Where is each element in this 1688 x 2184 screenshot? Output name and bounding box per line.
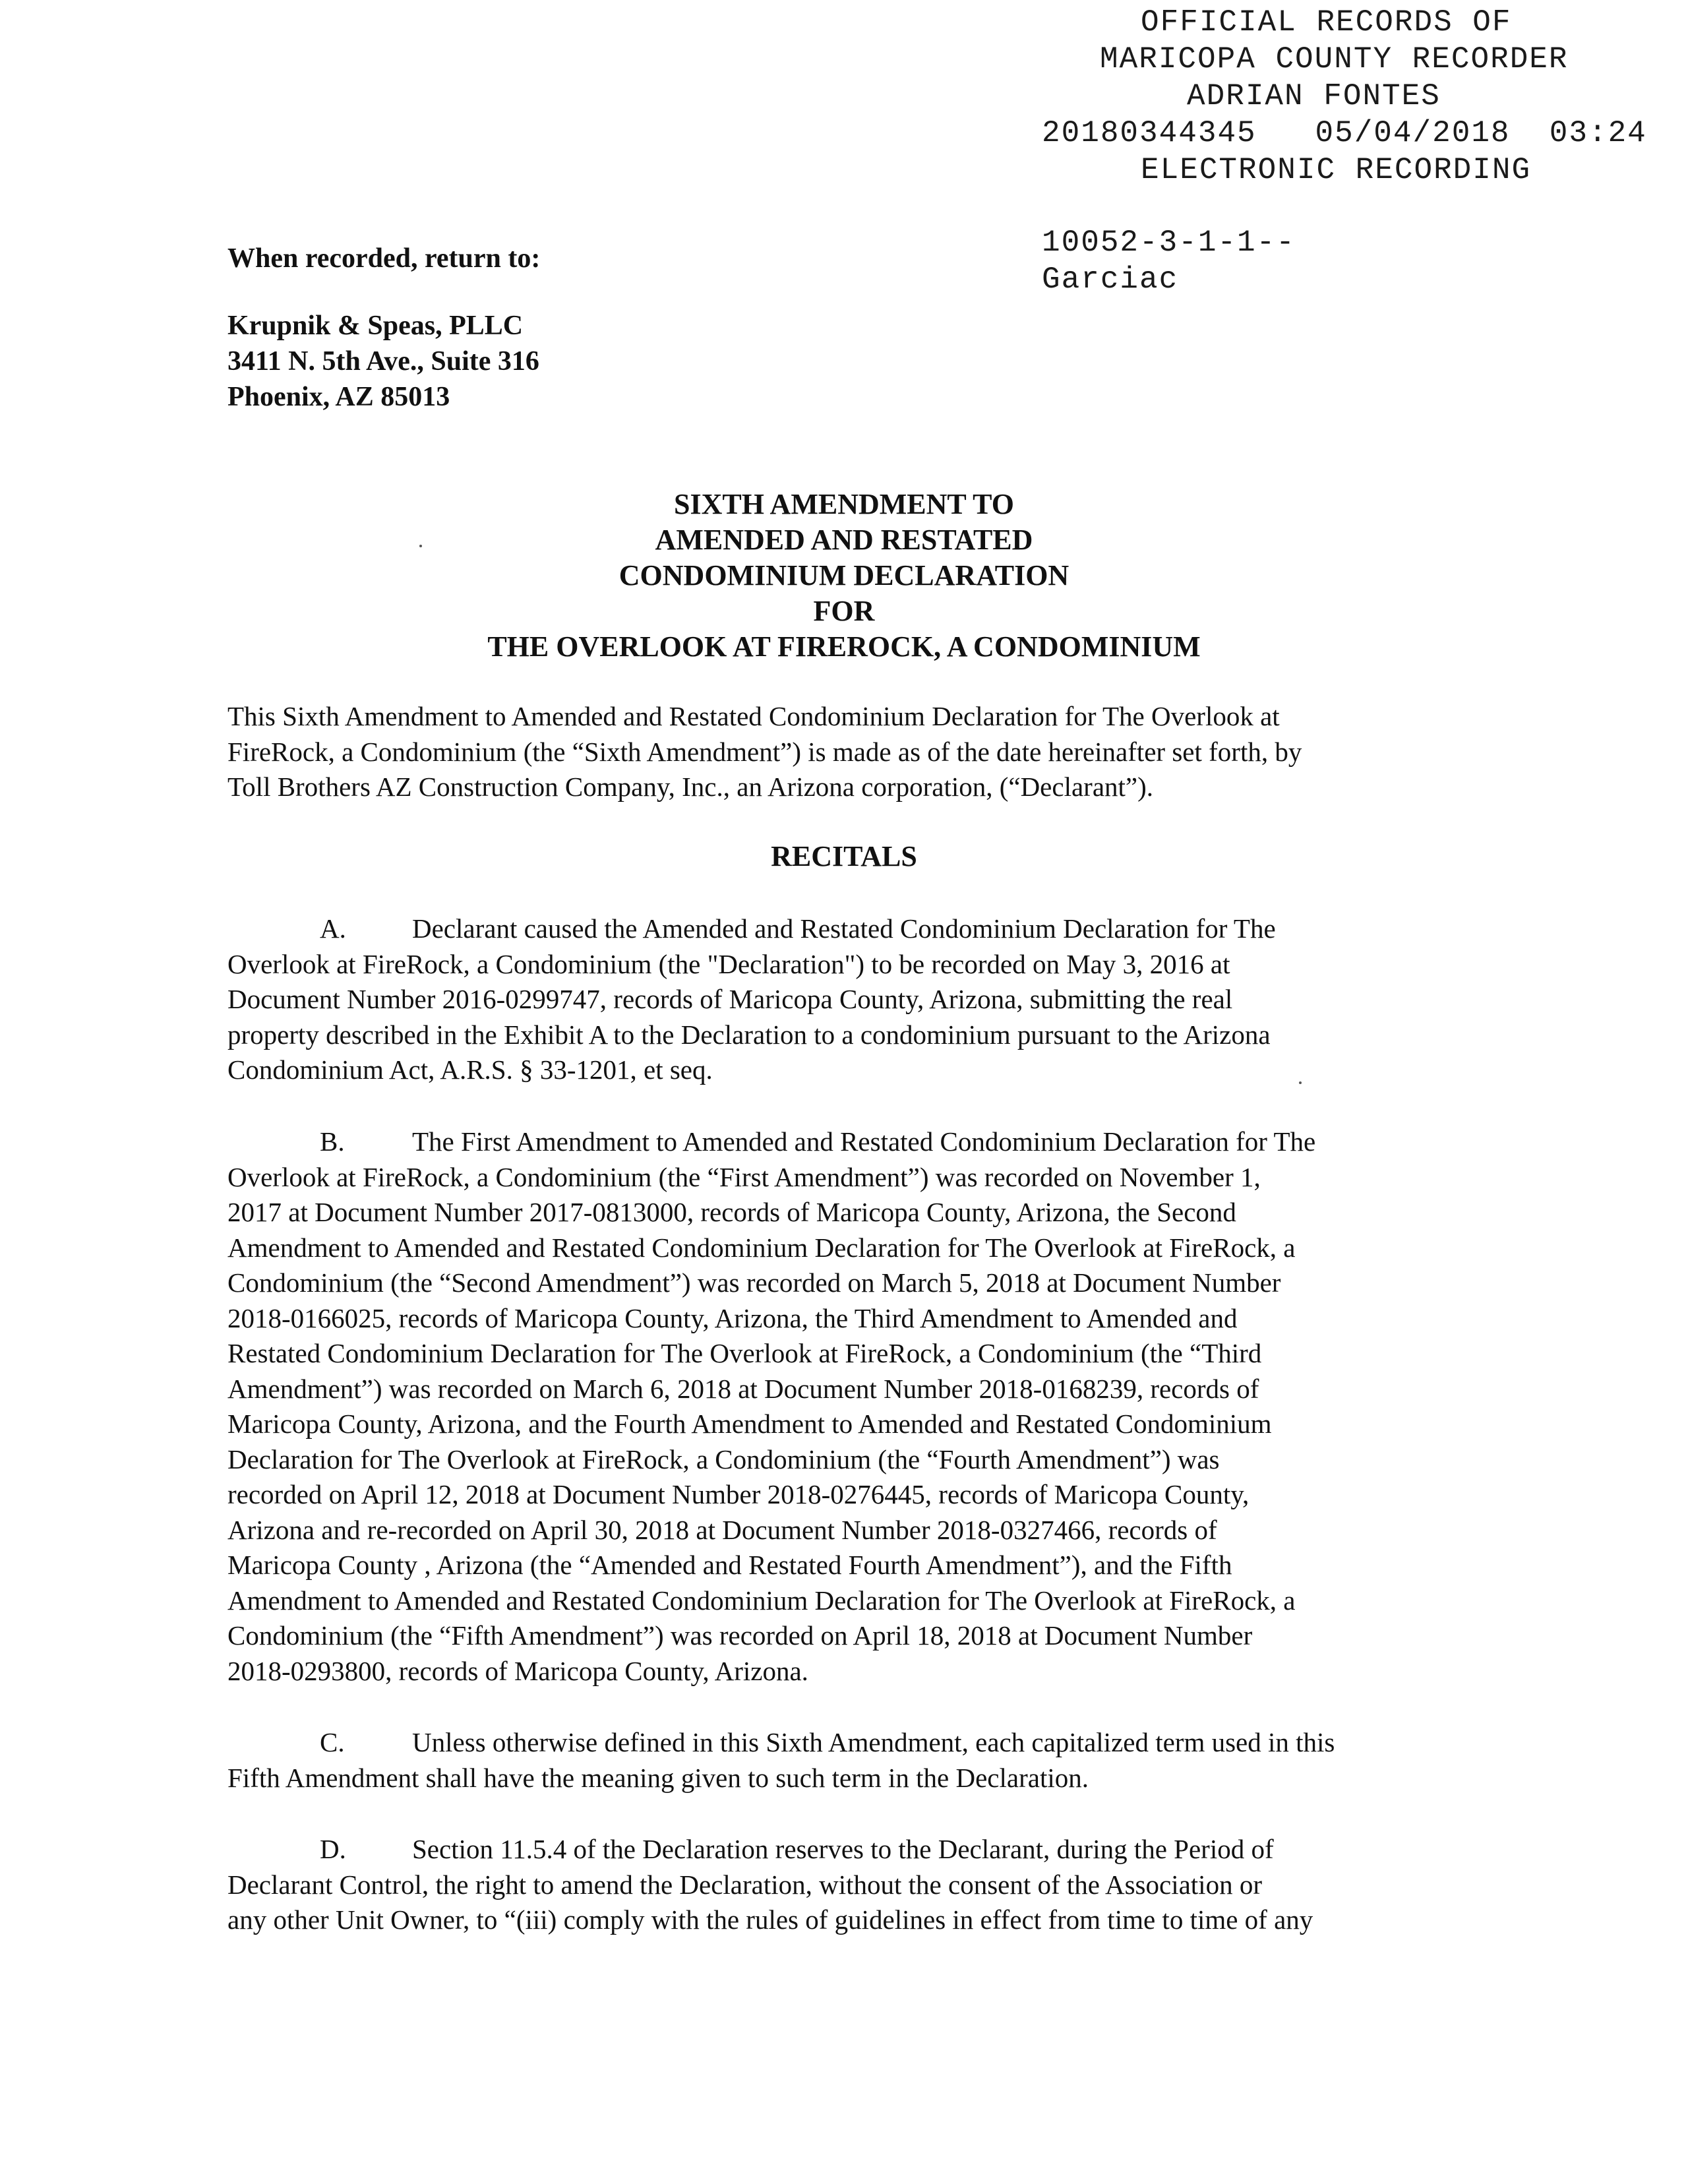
paragraph-line: Amendment”) was recorded on March 6, 2018 at Document Number 2018-0168239, records of (227, 1373, 1259, 1404)
paragraph-line (227, 1124, 1467, 1160)
title-line-1: SIXTH AMENDMENT TO (674, 488, 1014, 520)
paragraph-line: Maricopa County, Arizona, and the Fourth Amendment to Amended and Restated Condominium (227, 1409, 1272, 1439)
recital-paragraph-d (227, 1832, 1467, 1938)
paragraph-line-text: Unless otherwise defined in this Sixth Amendment, each capitalized term used in this (412, 1727, 1335, 1757)
paragraph-line: 2018-0293800, records of Maricopa County, Arizona. (227, 1655, 808, 1686)
title-line-4: FOR (813, 595, 875, 627)
paragraph-line: Document Number 2016-0299747, records of Maricopa County, Arizona, submitting the real (227, 984, 1233, 1014)
paragraph-line: Condominium (the “Fifth Amendment”) was recorded on April 18, 2018 at Document Number (227, 1620, 1253, 1651)
title-line-3: CONDOMINIUM DECLARATION (618, 559, 1070, 592)
document-code: 10052-3-1-1-- (1042, 226, 1296, 260)
recorder-stamp (1015, 4, 1675, 189)
paragraph-line: Maricopa County , Arizona (the “Amended and Restated Fourth Amendment”), and the Fifth (227, 1550, 1232, 1580)
document-title (0, 487, 1688, 665)
stamp-line-official-records: OFFICIAL RECORDS OF (1141, 5, 1512, 40)
paragraph-line-text: The First Amendment to Amended and Restated Condominium Declaration for The (412, 1126, 1316, 1157)
title-line-5: THE OVERLOOK AT FIREROCK, A CONDOMINIUM (487, 630, 1201, 663)
paragraph-marker: A. (320, 913, 346, 944)
recording-date: 05/04/2018 (1315, 116, 1511, 150)
paragraph-line (227, 1725, 1467, 1761)
recording-number: 20180344345 (1042, 116, 1257, 150)
paragraph-line: 2018-0166025, records of Maricopa County, Arizona, the Third Amendment to Amended and (227, 1302, 1238, 1333)
paragraph-line: Declarant Control, the right to amend the Declaration, without the consent of the Association or (227, 1869, 1262, 1900)
paragraph-line-text: Declarant caused the Amended and Restated Condominium Declaration for The (412, 913, 1276, 944)
paragraph-line: Condominium (the “Second Amendment”) was recorded on March 5, 2018 at Document Number (227, 1267, 1281, 1298)
return-to-city: Phoenix, AZ 85013 (227, 382, 450, 412)
paragraph-line: Fifth Amendment shall have the meaning given to such term in the Declaration. (227, 1762, 1089, 1793)
paragraph-line: recorded on April 12, 2018 at Document Number 2018-0276445, records of Maricopa County, (227, 1479, 1250, 1509)
paragraph-line: Amendment to Amended and Restated Condominium Declaration for The Overlook at FireRock, a (227, 1232, 1296, 1263)
paragraph-line: Condominium Act, A.R.S. § 33-1201, et seq. (227, 1054, 713, 1085)
paragraph-line: Restated Condominium Declaration for The Overlook at FireRock, a Condominium (the “Third (227, 1338, 1262, 1368)
paragraph-line: 2017 at Document Number 2017-0813000, records of Maricopa County, Arizona, the Second (227, 1197, 1236, 1227)
stamp-line-recorder-name: ADRIAN FONTES (1187, 79, 1441, 113)
paragraph-line: any other Unit Owner, to “(iii) comply with the rules of guidelines in effect from time to time of any (227, 1904, 1313, 1935)
recital-paragraph-a (227, 911, 1467, 1088)
return-to-name: Krupnik & Speas, PLLC (227, 311, 524, 341)
paragraph-line: Overlook at FireRock, a Condominium (the “First Amendment”) was recorded on November 1, (227, 1161, 1261, 1192)
stamp-line-county-recorder: MARICOPA COUNTY RECORDER (1100, 42, 1569, 76)
paragraph-marker: C. (320, 1727, 345, 1757)
intro-paragraph (227, 699, 1467, 805)
scan-speck (419, 545, 422, 547)
paragraph-line-text: Section 11.5.4 of the Declaration reserves to the Declarant, during the Period of (412, 1834, 1274, 1864)
document-code-block (1042, 224, 1296, 298)
recitals-heading: RECITALS (771, 840, 917, 872)
recording-time: 03:24 (1549, 116, 1647, 150)
paragraph-line: Amendment to Amended and Restated Condominium Declaration for The Overlook at FireRock, a (227, 1585, 1296, 1616)
title-line-2: AMENDED AND RESTATED (655, 524, 1033, 556)
recital-paragraph-c (227, 1725, 1467, 1796)
intro-line: This Sixth Amendment to Amended and Restated Condominium Declaration for The Overlook at (227, 701, 1280, 731)
intro-line: FireRock, a Condominium (the “Sixth Amendment”) is made as of the date hereinafter set forth, by (227, 736, 1302, 767)
document-clerk: Garciac (1042, 262, 1179, 297)
return-to-street: 3411 N. 5th Ave., Suite 316 (227, 346, 539, 377)
paragraph-marker: D. (320, 1834, 346, 1864)
paragraph-marker: B. (320, 1126, 345, 1157)
paragraph-line: Arizona and re-recorded on April 30, 2018 at Document Number 2018-0327466, records of (227, 1514, 1217, 1545)
recital-paragraph-b (227, 1124, 1467, 1689)
intro-line: Toll Brothers AZ Construction Company, Inc., an Arizona corporation, (“Declarant”). (227, 772, 1154, 802)
paragraph-line (227, 911, 1467, 947)
paragraph-line: Overlook at FireRock, a Condominium (the "Declaration") to be recorded on May 3, 2016 at (227, 948, 1230, 979)
return-to-block (227, 241, 540, 415)
stamp-line-electronic-recording: ELECTRONIC RECORDING (1141, 153, 1532, 187)
stamp-line-recording-info (1015, 115, 1675, 152)
paragraph-line: Declaration for The Overlook at FireRock, a Condominium (the “Fourth Amendment”) was (227, 1443, 1220, 1474)
paragraph-line (227, 1832, 1467, 1867)
return-to-heading: When recorded, return to: (227, 243, 541, 274)
paragraph-line: property described in the Exhibit A to the Declaration to a condominium pursuant to the Arizona (227, 1019, 1271, 1050)
